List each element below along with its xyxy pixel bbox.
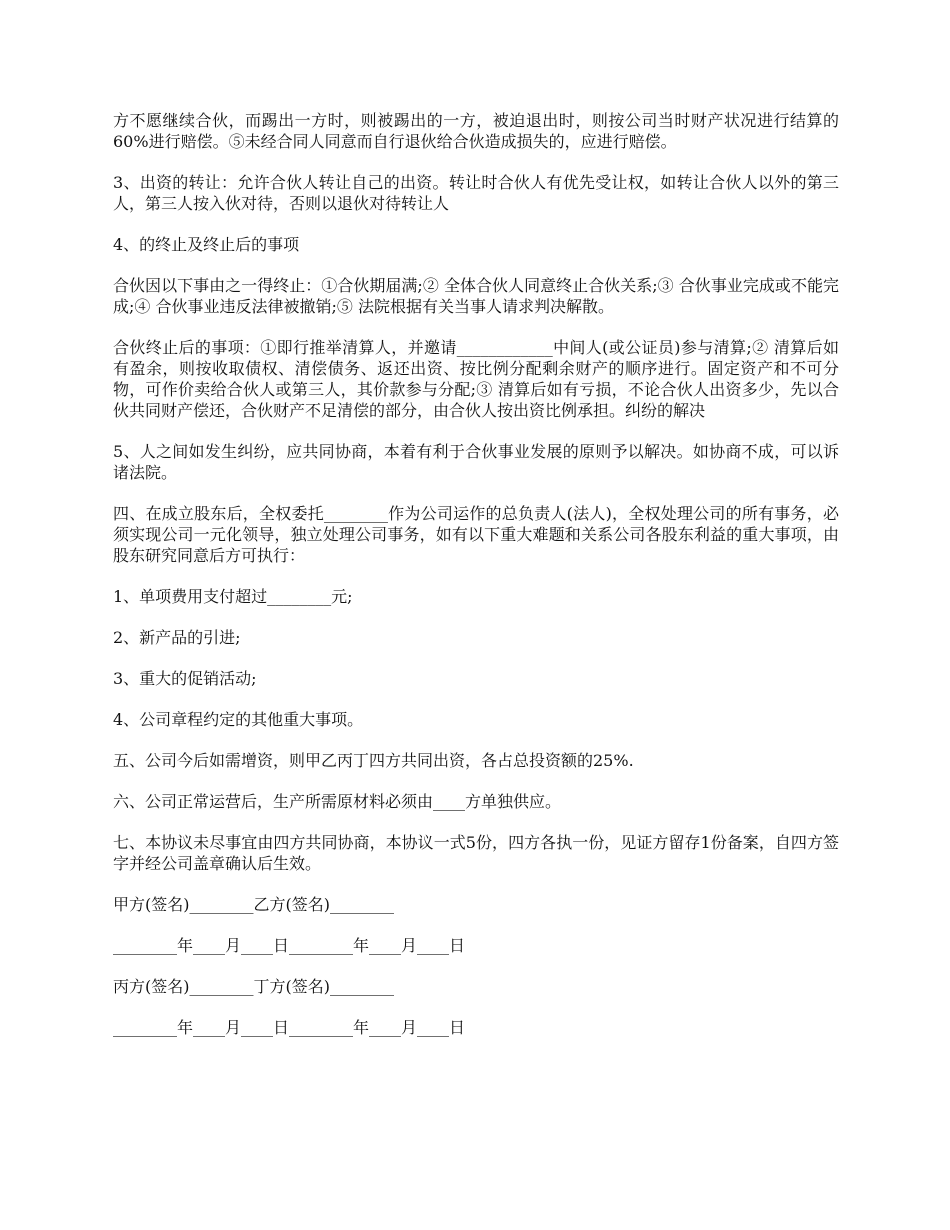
list-item-expense-limit: 1、单项费用支付超过________元; — [113, 587, 353, 606]
paragraph-section-four: 四、在成立股东后，全权委托________作为公司运作的总负责人(法人)，全权处理公司的所有事务，必须实现公司一元化领导，独立处理公司事务，如有以下重大难题和关系公司各股东利益的重大事项，由股东研究同意后方可执行： — [113, 504, 839, 565]
list-item-other-matters: 4、公司章程约定的其他重大事项。 — [113, 710, 364, 729]
paragraph-withdrawal-compensation: 方不愿继续合伙，而踢出一方时，则被踢出的一方，被迫退出时，则按公司当时财产状况进行结算的60%进行赔偿。⑤未经合同人同意而自行退伙给合伙造成损失的，应进行赔偿。 — [113, 111, 839, 151]
paragraph-after-termination: 合伙终止后的事项：①即行推举清算人，并邀请____________中间人(或公证员)参与清算;② 清算后如有盈余，则按收取债权、清偿债务、返还出资、按比例分配剩余财产的顺序进行。固定资产和不可分物，可作价卖给合伙人或第三人，其价款参与分配;③ 清算后如有亏损，不论合伙人出资多少，先以合伙共同财产偿还，合伙财产不足清偿的部分，由合伙人按出资比例承担。纠纷的解决 — [113, 338, 839, 420]
date-line-party-a-b: ________年____月____日________年____月____日 — [113, 936, 466, 955]
signature-line-party-a-b: 甲方(签名)________乙方(签名)________ — [113, 895, 394, 914]
paragraph-section-five: 五、公司今后如需增资，则甲乙丙丁四方共同出资，各占总投资额的25%. — [113, 751, 634, 770]
date-line-party-c-d: ________年____月____日________年____月____日 — [113, 1018, 466, 1037]
paragraph-termination-causes: 合伙因以下事由之一得终止：①合伙期届满;② 全体合伙人同意终止合伙关系;③ 合伙事业完成或不能完成;④ 合伙事业违反法律被撤销;⑤ 法院根据有关当事人请求判决解散。 — [113, 276, 839, 316]
paragraph-capital-transfer: 3、出资的转让：允许合伙人转让自己的出资。转让时合伙人有优先受让权，如转让合伙人以外的第三人，第三人按入伙对待，否则以退伙对待转让人 — [113, 173, 839, 213]
document-body — [113, 110, 839, 1058]
signature-line-party-c-d: 丙方(签名)________丁方(签名)________ — [113, 977, 394, 996]
list-item-promotions: 3、重大的促销活动; — [113, 669, 257, 688]
paragraph-section-seven: 七、本协议未尽事宜由四方共同协商，本协议一式5份，四方各执一份，见证方留存1份备案，自四方签字并经公司盖章确认后生效。 — [113, 833, 839, 873]
paragraph-section-six: 六、公司正常运营后，生产所需原材料必须由____方单独供应。 — [113, 792, 562, 811]
paragraph-dispute-resolution: 5、人之间如发生纠纷，应共同协商，本着有利于合伙事业发展的原则予以解决。如协商不成，可以诉诸法院。 — [113, 442, 839, 482]
list-item-new-products: 2、新产品的引进; — [113, 628, 241, 647]
paragraph-termination-heading: 4、的终止及终止后的事项 — [113, 235, 300, 254]
